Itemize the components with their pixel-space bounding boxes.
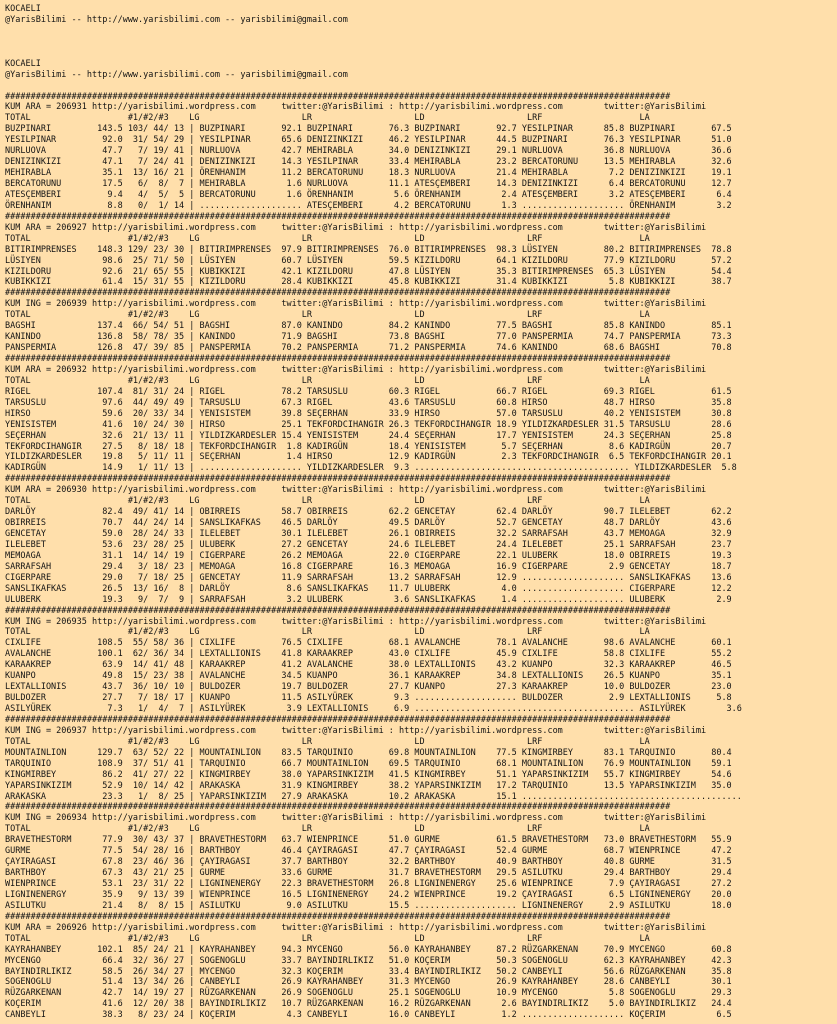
document-line: KADIRGÜN 14.9 1/ 11/ 13 | .................... YILDIZKARDESLER 9.3 .......................................... YILDIZKARDESLER 5.8 xyxy=(5,463,737,474)
document-line: KINGMIRBEY 86.2 41/ 27/ 22 | KINGMIRBEY 38.0 YAPARSINKIZIM 41.5 KINGMIRBEY 51.1 YAPARSINKIZIM 55.7 KINGMIRBEY 54.6 xyxy=(5,769,732,780)
document-line: WIENPRINCE 53.1 23/ 31/ 22 | LIGNINENERGY 22.3 BRAVETHESTORM 26.8 LIGNINENERGY 25.6 WIENPRINCE 7.9 ÇAYIRAGASI 27.2 xyxy=(5,879,732,889)
document-line: TEKFORDCIHANGIR 27.5 8/ 18/ 18 | TEKFORDCIHANGIR 1.8 KADIRGÜN 18.4 YENISISTEM 5.7 SEÇERHAN 8.6 KADIRGÜN 20.7 xyxy=(5,441,732,452)
document-line: ################################################################################################################################## xyxy=(5,354,671,364)
document-line: MEMOAGA 31.1 14/ 14/ 19 | CIGERPARE 26.2 MEMOAGA 22.0 CIGERPARE 22.1 ULUBERK 18.0 OBIRREIS 19.3 xyxy=(5,550,732,561)
document-line: MOUNTAINLION 129.7 63/ 52/ 22 | MOUNTAINLION 83.5 TARQUINIO 69.8 MOUNTAINLION 77.5 KINGMIRBEY 83.1 TARQUINIO 80.4 xyxy=(5,747,732,758)
document-line xyxy=(5,48,837,59)
document-line: MYCENGO 66.4 32/ 36/ 27 | SOGENOGLU 33.7 BAYINDIRLIKIZ 51.0 KOÇERIM 50.3 SOGENOGLU 62.3 KAYRAHANBEY 42.3 xyxy=(5,955,732,966)
document-line: TOTAL #1/#2/#3 LG LR LD LRF LA xyxy=(5,496,650,507)
document-line: YAPARSINKIZIM 52.9 10/ 14/ 42 | ARAKASKA 31.9 KINGMIRBEY 38.2 YAPARSINKIZIM 17.2 TARQUINIO 13.5 YAPARSINKIZIM 35.0 xyxy=(5,780,732,791)
document-line: ################################################################################################################################## xyxy=(5,714,671,725)
document-line: TOTAL #1/#2/#3 LG LR LD LRF LA xyxy=(5,824,650,835)
document-line: @YarisBilimi -- http://www.yarisbilimi.com -- yarisbilimi@gmail.com xyxy=(5,14,348,25)
document-line: KUM ARA = 206931 http://yarisbilimi.wordpress.com twitter:@YarisBilimi : http://yarisbilimi.wordpress.com twitter:@YarisBilimi xyxy=(5,102,707,113)
document-line: KUANPO 49.8 15/ 23/ 38 | AVALANCHE 34.5 KUANPO 36.1 KARAAKREP 34.8 LEXTALLIONIS 26.5 KUANPO 35.1 xyxy=(5,671,732,682)
document-line: KUM ING = 206934 http://yarisbilimi.wordpress.com twitter:@YarisBilimi : http://yarisbilimi.wordpress.com twitter:@YarisBilimi xyxy=(5,813,707,824)
document-line: @YarisBilimi -- http://www.yarisbilimi.com -- yarisbilimi@gmail.com xyxy=(5,69,348,80)
document-line: SEÇERHAN 32.6 21/ 13/ 11 | YILDIZKARDESLER 15.4 YENISISTEM 24.4 SEÇERHAN 17.7 YENISISTEM 24.3 SEÇERHAN 25.8 xyxy=(5,430,732,441)
document-line: TOTAL #1/#2/#3 LG LR LD LRF LA xyxy=(5,736,650,747)
document-line: BAYINDIRLIKIZ 58.5 26/ 34/ 27 | MYCENGO 32.3 KOÇERIM 33.4 BAYINDIRLIKIZ 50.2 CANBEYLI 56.6 RÜZGARKENAN 35.8 xyxy=(5,966,732,977)
document-line: ################################################################################################################################## xyxy=(5,605,671,616)
document-line: AVALANCHE 100.1 62/ 36/ 34 | LEXTALLIONIS 41.8 KARAAKREP 43.0 CIXLIFE 45.9 CIXLIFE 58.8 CIXLIFE 55.2 xyxy=(5,649,732,660)
document-line: ################################################################################################################################## xyxy=(5,802,671,813)
document-line: SOGENOGLU 51.4 13/ 34/ 26 | CANBEYLI 26.9 KAYRAHANBEY 31.3 MYCENGO 26.9 KAYRAHANBEY 28.6 CANBEYLI 30.1 xyxy=(5,977,732,988)
document-line: RÜZGARKENAN 42.7 14/ 19/ 27 | RÜZGARKENAN 26.9 SOGENOGLU 25.1 SOGENOGLU 10.9 MYCENGO 5.8 SOGENOGLU 29.3 xyxy=(5,988,732,999)
document-line: LÜSIYEN 98.6 25/ 71/ 50 | LÜSIYEN 60.7 LÜSIYEN 59.5 KIZILDORU 64.1 KIZILDORU 77.9 KIZILDORU 57.2 xyxy=(5,255,732,266)
document-line: KUM ARA = 206932 http://yarisbilimi.wordpress.com twitter:@YarisBilimi : http://yarisbilimi.wordpress.com twitter:@YarisBilimi xyxy=(5,364,707,375)
document-line: YENISISTEM 41.6 10/ 24/ 30 | HIRSO 25.1 TEKFORDCIHANGIR 26.3 TEKFORDCIHANGIR 18.9 YILDIZKARDESLER 31.5 TARSUSLU 28.6 xyxy=(5,419,732,430)
document-line: YILDIZKARDESLER 19.8 5/ 11/ 11 | SEÇERHAN 1.4 HIRSO 12.9 KADIRGÜN 2.3 TEKFORDCIHANGIR 6.5 TEKFORDCIHANGIR 20.1 xyxy=(5,452,732,463)
document-line: LIGNINENERGY 35.9 9/ 13/ 39 | WIENPRINCE 16.5 LIGNINENERGY 24.2 WIENPRINCE 19.2 ÇAYIRAGASI 6.5 LIGNINENERGY 20.0 xyxy=(5,889,732,900)
document-line: ILELEBET 53.6 23/ 28/ 25 | ULUBERK 27.2 GENCETAY 24.6 ILELEBET 24.4 ILELEBET 25.1 SARRAFSAH 23.7 xyxy=(5,539,732,550)
document-line: TOTAL #1/#2/#3 LG LR LD LRF LA xyxy=(5,627,650,638)
document-line: ULUBERK 19.3 9/ 7/ 9 | SARRAFSAH 3.2 ULUBERK 3.6 SANSLIKAFKAS 1.4 .................... ULUBERK 2.9 xyxy=(5,594,732,605)
document-line: YESILPINAR 92.0 31/ 54/ 29 | YESILPINAR 65.6 DENIZINKIZI 46.2 YESILPINAR 44.5 BUZPINARI 76.3 YESILPINAR 51.0 xyxy=(5,135,732,146)
document-line: LEXTALLIONIS 43.7 36/ 10/ 10 | BULDOZER 19.7 BULDOZER 27.7 KUANPO 27.3 KARAAKREP 10.0 BULDOZER 23.0 xyxy=(5,682,732,693)
document-line: SARRAFSAH 29.4 3/ 18/ 23 | MEMOAGA 16.8 CIGERPARE 16.3 MEMOAGA 16.9 CIGERPARE 2.9 GENCETAY 18.7 xyxy=(5,561,732,572)
document-line: KIZILDORU 92.6 21/ 65/ 55 | KUBIKKIZI 42.1 KIZILDORU 47.8 LÜSIYEN 35.3 BITIRIMPRENSES 65.3 LÜSIYEN 54.4 xyxy=(5,266,732,277)
document-line: BARTHBOY 67.3 43/ 21/ 25 | GURME 33.6 GURME 31.7 BRAVETHESTORM 29.5 ASILUTKU 29.4 BARTHBOY 29.4 xyxy=(5,868,732,879)
document-line: HIRSO 59.6 20/ 33/ 34 | YENISISTEM 39.8 SEÇERHAN 33.9 HIRSO 57.0 TARSUSLU 40.2 YENISISTEM 30.8 xyxy=(5,408,732,419)
document-line: CANBEYLI 38.3 8/ 23/ 24 | KOÇERIM 4.3 CANBEYLI 16.0 CANBEYLI 1.2 .................... KOÇERIM 6.5 xyxy=(5,1010,732,1021)
document-line: GURME 77.5 54/ 28/ 16 | BARTHBOY 46.4 ÇAYIRAGASI 47.7 ÇAYIRAGASI 52.4 GURME 68.7 WIENPRINCE 47.2 xyxy=(5,846,732,857)
document-line: TOTAL #1/#2/#3 LG LR LD LRF LA xyxy=(5,113,650,124)
document-line: BULDOZER 27.7 7/ 18/ 17 | KUANPO 11.5 ASILYÜREK 9.3 .................... BULDOZER 2.9 LEXTALLIONIS 5.8 xyxy=(5,693,732,704)
document-line: SANSLIKAFKAS 26.5 13/ 16/ 8 | DARLÖY 8.6 SANSLIKAFKAS 11.7 ULUBERK 4.0 .................... CIGERPARE 12.2 xyxy=(5,583,732,594)
document-line: ################################################################################################################################## xyxy=(5,91,671,102)
document-line: TOTAL #1/#2/#3 LG LR LD LRF LA xyxy=(5,310,650,321)
document-line: ################################################################################################################################## xyxy=(5,911,671,922)
document-line: ÖRENHANIM 8.8 0/ 1/ 14 | .................... ATESÇEMBERI 4.2 BERCATORUNU 1.3 .................... ÖRENHANIM 3.2 xyxy=(5,200,732,211)
document-line: MEHIRABLA 35.1 13/ 16/ 21 | ÖRENHANIM 11.2 BERCATORUNU 18.3 NURLUOVA 21.4 MEHIRABLA 7.2 DENIZINKIZI 19.1 xyxy=(5,168,732,179)
document-line: ################################################################################################################################## xyxy=(5,211,671,222)
document-line: TOTAL #1/#2/#3 LG LR LD LRF LA xyxy=(5,933,650,944)
document-line xyxy=(5,81,837,92)
document-line: BITIRIMPRENSES 148.3 129/ 23/ 30 | BITIRIMPRENSES 97.9 BITIRIMPRENSES 76.0 BITIRIMPRENSES 98.3 LÜSIYEN 80.2 BITIRIMPRENSES 78.8 xyxy=(5,244,732,255)
document-line: KARAAKREP 63.9 14/ 41/ 48 | KARAAKREP 41.2 AVALANCHE 38.0 LEXTALLIONIS 43.2 KUANPO 32.3 KARAAKREP 46.5 xyxy=(5,660,732,671)
document-line: BAGSHI 137.4 66/ 54/ 51 | BAGSHI 87.0 KANINDO 84.2 KANINDO 77.5 BAGSHI 85.8 KANINDO 85.1 xyxy=(5,321,732,332)
document-line: CIXLIFE 108.5 55/ 58/ 36 | CIXLIFE 76.5 CIXLIFE 68.1 AVALANCHE 78.1 AVALANCHE 98.6 AVALANCHE 60.1 xyxy=(5,638,732,649)
document-line: ASILYÜREK 7.3 1/ 4/ 7 | ASILYÜREK 3.9 LEXTALLIONIS 6.9 ........................................... ASILYÜREK 3.6 xyxy=(5,704,742,714)
document-line: KANINDO 136.8 58/ 78/ 35 | KANINDO 71.9 BAGSHI 73.8 BAGSHI 77.0 PANSPERMIA 74.7 PANSPERMIA 73.3 xyxy=(5,332,732,343)
document-line: BRAVETHESTORM 77.9 30/ 43/ 37 | BRAVETHESTORM 63.7 WIENPRINCE 51.0 GURME 61.5 BRAVETHESTORM 73.0 BRAVETHESTORM 55.9 xyxy=(5,835,732,846)
document-line: OBIRREIS 70.7 44/ 24/ 14 | SANSLIKAFKAS 46.5 DARLÖY 49.5 DARLÖY 52.7 GENCETAY 48.7 DARLÖY 43.6 xyxy=(5,518,732,529)
document-line: ASILUTKU 21.4 8/ 8/ 15 | ASILUTKU 9.0 ASILUTKU 15.5 .................... LIGNINENERGY 2.9 ASILUTKU 18.0 xyxy=(5,900,732,911)
document-line: KUM ARA = 206926 http://yarisbilimi.wordpress.com twitter:@YarisBilimi : http://yarisbilimi.wordpress.com twitter:@YarisBilimi xyxy=(5,922,707,933)
document-line: KAYRAHANBEY 102.1 85/ 24/ 21 | KAYRAHANBEY 94.3 MYCENGO 56.0 KAYRAHANBEY 87.2 RÜZGARKENAN 70.9 MYCENGO 60.8 xyxy=(5,944,732,955)
document-line: NURLUOVA 47.7 7/ 19/ 41 | NURLUOVA 42.7 MEHIRABLA 34.0 DENIZINKIZI 29.1 NURLUOVA 36.8 NURLUOVA 36.6 xyxy=(5,146,732,157)
document-line: KUM ING = 206937 http://yarisbilimi.wordpress.com twitter:@YarisBilimi : http://yarisbilimi.wordpress.com twitter:@YarisBilimi xyxy=(5,725,707,736)
document-line: KUBIKKIZI 61.4 15/ 31/ 55 | KIZILDORU 28.4 KUBIKKIZI 45.8 KUBIKKIZI 31.4 KUBIKKIZI 5.8 KUBIKKIZI 38.7 xyxy=(5,277,732,288)
document-line: ################################################################################################################################## xyxy=(5,474,671,485)
document-line: TOTAL #1/#2/#3 LG LR LD LRF LA xyxy=(5,233,650,244)
document-line xyxy=(5,26,837,37)
document-line: BUZPINARI 143.5 103/ 44/ 13 | BUZPINARI 92.1 BUZPINARI 76.3 BUZPINARI 92.7 YESILPINAR 85.8 BUZPINARI 67.5 xyxy=(5,124,732,135)
document-line: PANSPERMIA 126.8 47/ 39/ 85 | PANSPERMIA 70.2 PANSPERMIA 71.2 PANSPERMIA 74.6 KANINDO 68.6 BAGSHI 70.8 xyxy=(5,343,732,354)
document-line: DENIZINKIZI 47.1 7/ 24/ 41 | DENIZINKIZI 14.3 YESILPINAR 33.4 MEHIRABLA 23.2 BERCATORUNU 13.5 MEHIRABLA 32.6 xyxy=(5,157,732,168)
document-line: KUM ARA = 206930 http://yarisbilimi.wordpress.com twitter:@YarisBilimi : http://yarisbilimi.wordpress.com twitter:@YarisBilimi xyxy=(5,485,707,496)
document-line: ATESÇEMBERI 9.4 4/ 5/ 5 | BERCATORUNU 1.6 ÖRENHANIM 5.6 ÖRENHANIM 2.4 ATESÇEMBERI 3.2 ATESÇEMBERI 6.4 xyxy=(5,189,732,200)
document-line: TARSUSLU 97.6 44/ 49/ 49 | TARSUSLU 67.3 RIGEL 43.6 TARSUSLU 60.8 HIRSO 48.7 HIRSO 35.8 xyxy=(5,397,732,408)
document-line xyxy=(5,37,837,48)
document-line: KOÇERIM 41.6 12/ 20/ 38 | BAYINDIRLIKIZ 10.7 RÜZGARKENAN 16.2 RÜZGARKENAN 2.6 BAYINDIRLIKIZ 5.0 BAYINDIRLIKIZ 24.4 xyxy=(5,999,732,1010)
document-line: ################################################################################################################################## xyxy=(5,288,671,299)
document-line: KUM ARA = 206927 http://yarisbilimi.wordpress.com twitter:@YarisBilimi : http://yarisbilimi.wordpress.com twitter:@YarisBilimi xyxy=(5,222,707,233)
document-line: ARAKASKA 23.3 1/ 8/ 25 | YAPARSINKIZIM 27.9 ARAKASKA 10.2 ARAKASKA 15.1 ........................................... xyxy=(5,791,742,802)
document-line: BERCATORUNU 17.5 6/ 8/ 7 | MEHIRABLA 1.6 NURLUOVA 11.1 ATESÇEMBERI 14.3 DENIZINKIZI 6.4 BERCATORUNU 12.7 xyxy=(5,179,732,189)
document-line: KOCAELI xyxy=(5,58,41,69)
document-line: TARQUINIO 108.9 37/ 51/ 41 | TARQUINIO 66.7 MOUNTAINLION 69.5 TARQUINIO 68.1 MOUNTAINLION 76.9 MOUNTAINLION 59.1 xyxy=(5,758,732,769)
document-line: KOCAELI xyxy=(5,4,41,14)
document-line: KUM ING = 206935 http://yarisbilimi.wordpress.com twitter:@YarisBilimi : http://yarisbilimi.wordpress.com twitter:@YarisBilimi xyxy=(5,616,707,627)
document-line: GENCETAY 59.0 28/ 24/ 33 | ILELEBET 30.1 ILELEBET 26.1 OBIRREIS 32.2 SARRAFSAH 43.7 MEMOAGA 32.9 xyxy=(5,529,732,539)
document-line: CIGERPARE 29.0 7/ 18/ 25 | GENCETAY 11.9 SARRAFSAH 13.2 SARRAFSAH 12.9 .................... SANSLIKAFKAS 13.6 xyxy=(5,572,732,583)
document-line: TOTAL #1/#2/#3 LG LR LD LRF LA xyxy=(5,375,650,386)
document-line: KUM ING = 206939 http://yarisbilimi.wordpress.com twitter:@YarisBilimi : http://yarisbilimi.wordpress.com twitter:@YarisBilimi xyxy=(5,299,707,310)
document-line: RIGEL 107.4 81/ 31/ 24 | RIGEL 78.2 TARSUSLU 60.3 RIGEL 66.7 RIGEL 69.3 RIGEL 61.5 xyxy=(5,386,732,397)
document-line: DARLÖY 82.4 49/ 41/ 14 | OBIRREIS 58.7 OBIRREIS 62.2 GENCETAY 62.4 DARLÖY 90.7 ILELEBET 62.2 xyxy=(5,507,732,518)
document-line: ÇAYIRAGASI 67.8 23/ 46/ 36 | ÇAYIRAGASI 37.7 BARTHBOY 32.2 BARTHBOY 40.9 BARTHBOY 40.8 GURME 31.5 xyxy=(5,857,732,868)
